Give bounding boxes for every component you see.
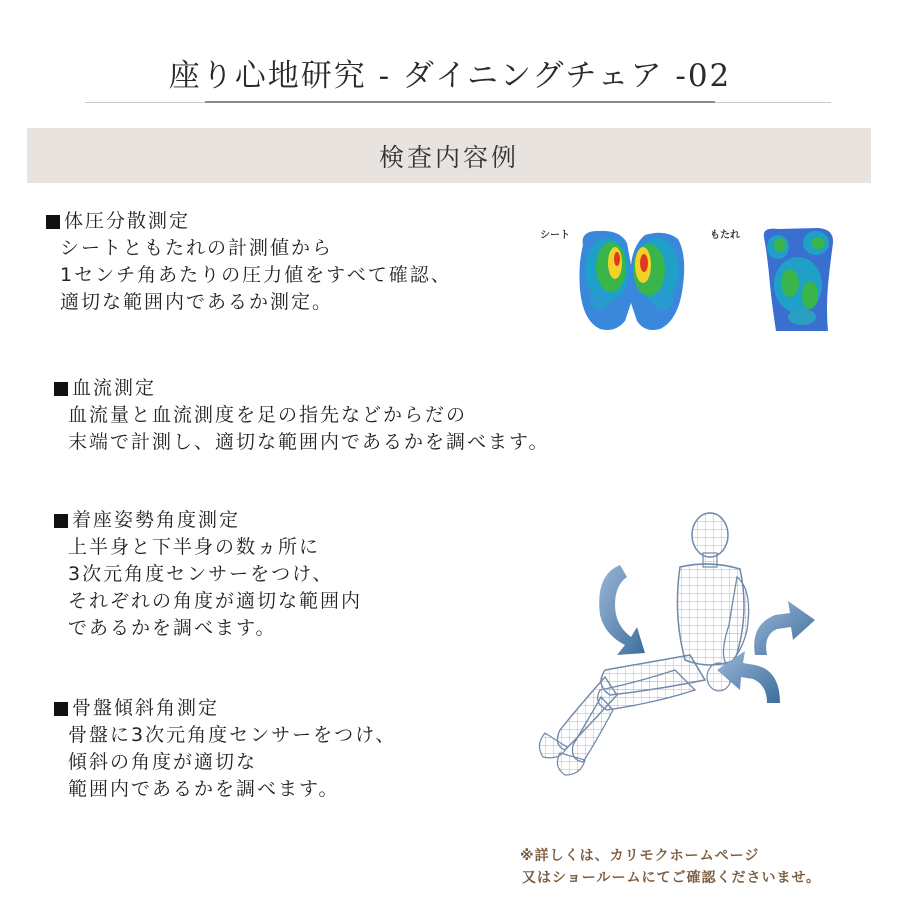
- section-text: シートともたれの計測値から: [60, 237, 334, 259]
- section-heading: 体圧分散測定: [64, 210, 191, 232]
- bullet-square-icon: [54, 514, 68, 528]
- section-text: 傾斜の角度が適切な: [68, 751, 258, 773]
- back-pressure-heatmap: [758, 225, 838, 335]
- footnote-line: ※詳しくは、カリモクホームページ: [520, 848, 760, 864]
- section-text: 適切な範囲内であるか測定。: [60, 291, 334, 313]
- page-title: 座り心地研究 - ダイニングチェア -02: [168, 58, 732, 94]
- seated-mannequin-illustration: [505, 505, 835, 785]
- bullet-square-icon: [46, 215, 60, 229]
- section-heading: 血流測定: [72, 377, 157, 399]
- rotation-arrow-icon: [754, 601, 815, 655]
- heatmap-back-label: もたれ: [710, 230, 740, 241]
- section-text: 末端で計測し、適切な範囲内であるかを調べます。: [68, 431, 550, 453]
- section-heading: 骨盤傾斜角測定: [72, 697, 220, 719]
- section-text: 1センチ角あたりの圧力値をすべて確認、: [60, 264, 452, 286]
- footnote-line: 又はショールームにてご確認くださいませ。: [522, 870, 822, 886]
- section-text: 骨盤に3次元角度センサーをつけ、: [68, 724, 397, 746]
- section-pelvis: [54, 695, 396, 803]
- section-text: それぞれの角度が適切な範囲内: [68, 590, 363, 612]
- section-text: であるかを調べます。: [68, 617, 277, 639]
- rotation-arrow-icon: [599, 565, 645, 655]
- section-bloodflow: [54, 375, 549, 456]
- title-divider-accent: [205, 101, 715, 103]
- bullet-square-icon: [54, 382, 68, 396]
- heatmap-seat-label: シート: [540, 230, 570, 241]
- section-posture: [54, 507, 362, 642]
- footnote: [520, 845, 821, 889]
- bullet-square-icon: [54, 702, 68, 716]
- section-band: [27, 128, 871, 183]
- section-heading: 着座姿勢角度測定: [72, 509, 241, 531]
- seat-pressure-heatmap: [575, 225, 690, 335]
- section-pressure: [46, 208, 452, 316]
- section-text: 上半身と下半身の数ヵ所に: [68, 536, 321, 558]
- section-text: 3次元角度センサーをつけ、: [68, 563, 334, 585]
- section-band-label: 検査内容例: [378, 142, 519, 172]
- section-text: 範囲内であるかを調べます。: [68, 778, 340, 800]
- section-text: 血流量と血流測度を足の指先などからだの: [68, 404, 468, 426]
